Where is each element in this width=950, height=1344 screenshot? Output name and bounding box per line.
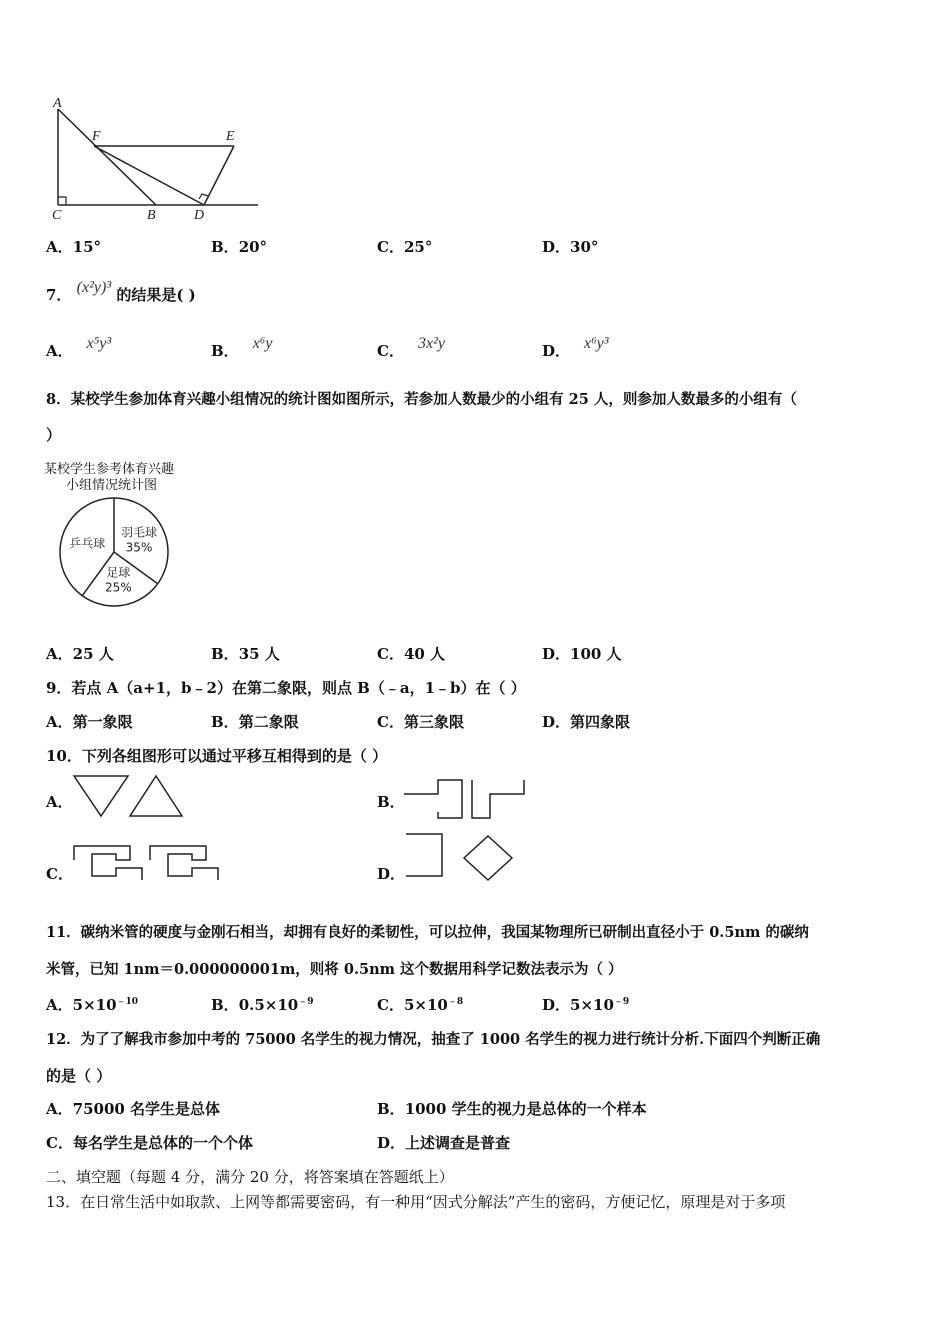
- option-letter: D．: [542, 713, 571, 731]
- option-base: 0.5×10: [238, 996, 299, 1014]
- option-base: 5×10: [570, 996, 614, 1014]
- option-letter: D．: [542, 996, 571, 1014]
- option-letter: A．: [46, 342, 73, 360]
- section-heading: 二、填空题（每题 4 分，满分 20 分，将答案填在答题纸上）: [46, 1168, 454, 1186]
- q6-option-a[interactable]: [46, 236, 101, 257]
- q10-option-d-figure: [402, 830, 522, 886]
- option-letter: A．: [46, 793, 73, 811]
- q6-option-c[interactable]: [377, 236, 432, 257]
- option-text: 1000 学生的视力是总体的一个样本: [404, 1100, 647, 1118]
- option-letter: C．: [377, 996, 404, 1014]
- option-letter: C．: [46, 865, 73, 883]
- q9-stem: 9．若点 A（a+1，b﹣2）在第二象限，则点 B（﹣a，1﹣b）在（ ）: [46, 679, 526, 697]
- option-letter: C．: [377, 713, 404, 731]
- option-exponent: ﹣10: [116, 997, 139, 1007]
- option-letter: D．: [377, 1134, 406, 1152]
- q6-label-f: F: [92, 129, 101, 144]
- option-text: x⁵y³: [86, 335, 112, 352]
- q6-label-c: C: [52, 208, 62, 223]
- option-text: 100 人: [570, 645, 622, 663]
- option-base: 5×10: [72, 996, 117, 1014]
- q7-stem: [46, 279, 196, 305]
- q6-label-a: A: [53, 96, 62, 111]
- option-text: 15°: [72, 238, 102, 256]
- option-exponent: ﹣9: [613, 997, 630, 1007]
- option-letter: B．: [377, 1100, 405, 1118]
- option-text: 30°: [570, 238, 599, 256]
- q8-chart-title-1: 某校学生参考体育兴趣: [44, 462, 175, 477]
- q9-option-b[interactable]: [211, 711, 299, 732]
- option-text: 75000 名学生是总体: [72, 1100, 221, 1118]
- q12-option-b[interactable]: [377, 1098, 647, 1119]
- q7-expression: (x²y)³: [76, 279, 112, 296]
- option-base: 5×10: [403, 996, 448, 1014]
- option-letter: C．: [46, 1134, 73, 1152]
- q9-option-c[interactable]: [377, 711, 464, 732]
- option-text: 第一象限: [72, 713, 133, 731]
- q8-stem-line2: ）: [46, 426, 62, 444]
- option-text: x⁶y: [252, 335, 273, 352]
- pie-slice-label: 羽毛球: [121, 525, 158, 540]
- option-text: 20°: [238, 238, 268, 256]
- pie-slice-label: 足球: [106, 565, 131, 580]
- q12-stem-line2: 的是（ ）: [46, 1067, 112, 1085]
- q6-geometry-figure: [44, 95, 274, 225]
- q8-option-c[interactable]: [377, 643, 445, 664]
- option-text: 25 人: [72, 645, 114, 663]
- option-exponent: ﹣8: [447, 997, 464, 1007]
- q13-stem-line1: 13．在日常生活中如取款、上网等都需要密码，有一种用“因式分解法”产生的密码，方便记忆，原理是对于多项: [46, 1193, 786, 1211]
- pie-slice-label: 乒乓球: [69, 536, 106, 551]
- q8-chart-title-2: 小组情况统计图: [66, 478, 158, 493]
- q8-stem-line1: 8．某校学生参加体育兴趣小组情况的统计图如图所示，若参加人数最少的小组有 25 人，则参加人数最多的小组有（: [46, 391, 797, 408]
- q10-option-a[interactable]: [46, 791, 73, 812]
- option-letter: A．: [46, 996, 73, 1014]
- q10-option-c-figure: [70, 840, 230, 890]
- option-letter: B．: [211, 713, 239, 731]
- option-letter: C．: [377, 238, 404, 256]
- pie-slice-value: 25%: [105, 580, 132, 595]
- q8-pie-chart: [57, 495, 177, 615]
- q12-stem-line1: 12．为了了解我市参加中考的 75000 名学生的视力情况，抽查了 1000 名学生的视力进行统计分析.下面四个判断正确: [46, 1031, 821, 1048]
- q6-label-d: D: [194, 208, 205, 223]
- q11-stem-line2: 米管，已知 1nm＝0.000000001m，则将 0.5nm 这个数据用科学记数法表示为（ ）: [46, 961, 623, 978]
- q7-option-b[interactable]: [211, 335, 273, 361]
- option-text: 35 人: [238, 645, 280, 663]
- q10-option-d[interactable]: [377, 863, 405, 884]
- q10-option-a-figure: [72, 772, 192, 822]
- q9-option-d[interactable]: [542, 711, 630, 732]
- q12-option-c[interactable]: [46, 1132, 253, 1153]
- option-letter: B．: [377, 793, 405, 811]
- q10-stem: 10．下列各组图形可以通过平移互相得到的是（ ）: [46, 747, 388, 765]
- option-letter: D．: [542, 342, 571, 360]
- option-letter: B．: [211, 996, 239, 1014]
- option-letter: A．: [46, 645, 73, 663]
- option-text: 第四象限: [570, 713, 631, 731]
- q8-option-a[interactable]: [46, 643, 114, 664]
- q10-option-b[interactable]: [377, 791, 405, 812]
- q8-option-b[interactable]: [211, 643, 280, 664]
- option-text: 3x²y: [417, 335, 445, 352]
- option-letter: A．: [46, 713, 73, 731]
- q11-stem-line1: 11．碳纳米管的硬度与金刚石相当，却拥有良好的柔韧性，可以拉伸，我国某物理所已研制出直径小于 0.5nm 的碳纳: [46, 924, 809, 941]
- q12-option-a[interactable]: [46, 1098, 220, 1119]
- option-letter: D．: [377, 865, 406, 883]
- option-text: x⁶y³: [584, 335, 609, 352]
- option-letter: A．: [46, 1100, 73, 1118]
- option-text: 第二象限: [238, 713, 299, 731]
- option-letter: D．: [542, 645, 571, 663]
- q6-label-e: E: [226, 129, 235, 144]
- option-exponent: ﹣9: [298, 997, 314, 1007]
- option-letter: C．: [377, 342, 404, 360]
- option-letter: D．: [542, 238, 571, 256]
- q11-option-d[interactable]: [542, 994, 629, 1015]
- q6-label-b: B: [147, 208, 156, 223]
- option-letter: B．: [211, 342, 239, 360]
- option-text: 上述调查是普查: [405, 1134, 511, 1152]
- option-text: 每名学生是总体的一个个体: [72, 1134, 253, 1152]
- option-text: 25°: [403, 238, 433, 256]
- q7-option-c[interactable]: [377, 335, 445, 361]
- option-text: 40 人: [403, 645, 446, 663]
- option-letter: B．: [211, 645, 239, 663]
- q6-option-b[interactable]: [211, 236, 267, 257]
- q10-option-b-figure: [402, 772, 532, 822]
- option-letter: C．: [377, 645, 404, 663]
- q8-option-d[interactable]: [542, 643, 622, 664]
- pie-slice-value: 35%: [125, 540, 153, 555]
- q7-option-a[interactable]: [46, 335, 112, 361]
- option-text: 第三象限: [403, 713, 464, 731]
- q11-option-a[interactable]: [46, 994, 138, 1015]
- q9-option-a[interactable]: [46, 711, 133, 732]
- q11-option-b[interactable]: [211, 994, 314, 1015]
- q7-option-d[interactable]: [542, 335, 609, 361]
- q7-stem-text: 的结果是( ): [116, 286, 196, 304]
- q11-option-c[interactable]: [377, 994, 463, 1015]
- q10-option-c[interactable]: [46, 863, 73, 884]
- q12-option-d[interactable]: [377, 1132, 510, 1153]
- option-letter: B．: [211, 238, 239, 256]
- question-number: 7．: [46, 286, 72, 304]
- q6-option-d[interactable]: [542, 236, 598, 257]
- option-letter: A．: [46, 238, 73, 256]
